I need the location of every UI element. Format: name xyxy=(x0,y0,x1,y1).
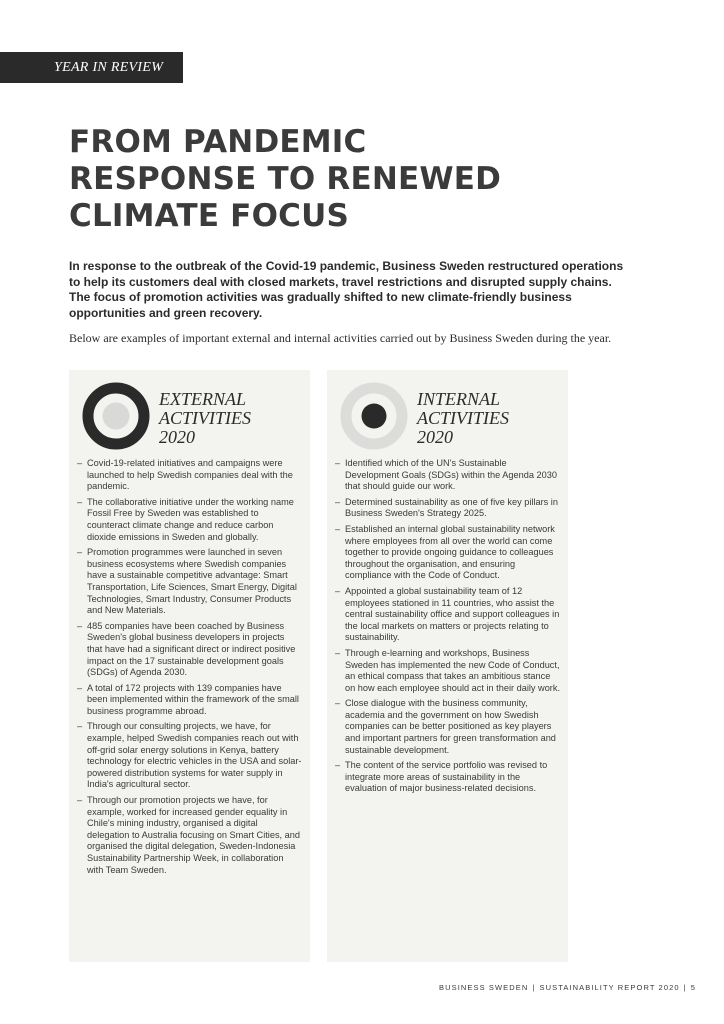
list-item: – Through our consulting projects, we have, for example, helped Swedish companies reach out with off-grid solar energy solutions in Kenya, battery technology for electric vehicles in the USA and solar-powered distribution systems for water supply in India's agricultural sector. xyxy=(77,721,302,790)
list-item: – Appointed a global sustainability team of 12 employees stationed in 11 countries, who assist the central sustainability office and support colleagues in the local markets on matters or projects relating to sustainability. xyxy=(335,585,560,643)
footer-report: SUSTAINABILITY REPORT 2020 xyxy=(539,983,680,992)
section-banner xyxy=(0,52,183,83)
list-item: – Through e-learning and workshops, Business Sweden has implemented the new Code of Conduct, an ethical compass that takes an ambitious stance on how each employee should act in their daily work. xyxy=(335,647,561,693)
list-item: – The collaborative initiative under the working name Fossil Free by Sweden was established to counteract climate change and reduce carbon dioxide emissions in Sweden and globally. xyxy=(77,496,294,542)
page-title-line: CLIMATE FOCUS xyxy=(69,198,349,234)
list-item: – Established an internal global sustainability network where employees from all over the world can come together to provide ongoing guidance to colleagues throughout the organisation, and ensuring compliance with the Code of Conduct. xyxy=(335,523,555,581)
list-item: – Through our promotion projects we have, for example, worked for increased gender equality in Chile's mining industry, organised a digital delegation to Australia focusing on Smart Cities, and organised the digital delegation, Sweden-Indonesia Sustainability Partnership Week, in collaboration with Team Sweden. xyxy=(77,795,300,875)
list-item: – A total of 172 projects with 139 companies have been implemented within the framework of the small business programme abroad. xyxy=(77,682,299,716)
footer-org: BUSINESS SWEDEN xyxy=(438,983,529,992)
page-footer xyxy=(439,983,696,992)
footer-separator: | xyxy=(683,983,687,992)
lead-paragraph: In response to the outbreak of the Covid-19 pandemic, Business Sweden restructured operations to help its customers deal with closed markets, travel restrictions and disrupted supply chains. The focus of promotion activities was gradually shifted to new climate-friendly business opportunities and green recovery. xyxy=(69,259,624,320)
external-heading-line: 2020 xyxy=(159,427,195,447)
page-number: 5 xyxy=(690,983,696,992)
footer-separator: | xyxy=(532,983,536,992)
internal-activities-list xyxy=(335,458,560,799)
external-activities-panel xyxy=(69,370,310,962)
external-heading-line: EXTERNAL xyxy=(159,389,247,409)
list-item: – 485 companies have been coached by Business Sweden's global business developers in projects that have had a significant direct or indirect positive impact on the 17 sustainable development goals (SDGs) of Agenda 2030. xyxy=(77,620,296,678)
list-item: – The content of the service portfolio was revised to integrate more areas of sustainability in the evaluation of major business-related decisions. xyxy=(335,760,548,794)
internal-heading-line: 2020 xyxy=(417,427,453,447)
page-title xyxy=(69,124,669,235)
external-heading xyxy=(159,390,251,447)
section-label: YEAR IN REVIEW xyxy=(54,60,164,75)
internal-ring-icon xyxy=(340,382,408,450)
internal-heading xyxy=(417,390,509,447)
internal-heading-line: INTERNAL xyxy=(417,389,501,409)
page-title-line: RESPONSE TO RENEWED xyxy=(69,161,502,197)
external-heading-line: ACTIVITIES xyxy=(159,408,251,428)
list-item: – Identified which of the UN's Sustainable Development Goals (SDGs) within the Agenda 2030 that should guide our work. xyxy=(335,458,557,492)
list-item: – Covid-19-related initiatives and campaigns were launched to help Swedish companies deal with the pandemic. xyxy=(77,458,293,492)
list-item: – Determined sustainability as one of five key pillars in Business Sweden's Strategy 2025. xyxy=(335,496,558,519)
external-ring-icon xyxy=(82,382,150,450)
external-activities-list xyxy=(77,458,302,880)
list-item: – Close dialogue with the business community, academia and the government on how Swedish companies can be better positioned as key players and important partners for green transformation and sustainable development. xyxy=(335,698,556,755)
internal-activities-panel xyxy=(327,370,568,962)
list-item: – Promotion programmes were launched in seven business ecosystems where Swedish companies have a sustainable competitive advantage: Smart Transportation, Life Sciences, Smart Energy, Digital Technologies, Smart Industry, Consumer Products and New Materials. xyxy=(77,547,297,616)
internal-heading-line: ACTIVITIES xyxy=(417,408,509,428)
intro-paragraph: Below are examples of important external and internal activities carried out by Business Sweden during the year. xyxy=(69,331,612,345)
page-title-line: FROM PANDEMIC xyxy=(69,124,367,160)
